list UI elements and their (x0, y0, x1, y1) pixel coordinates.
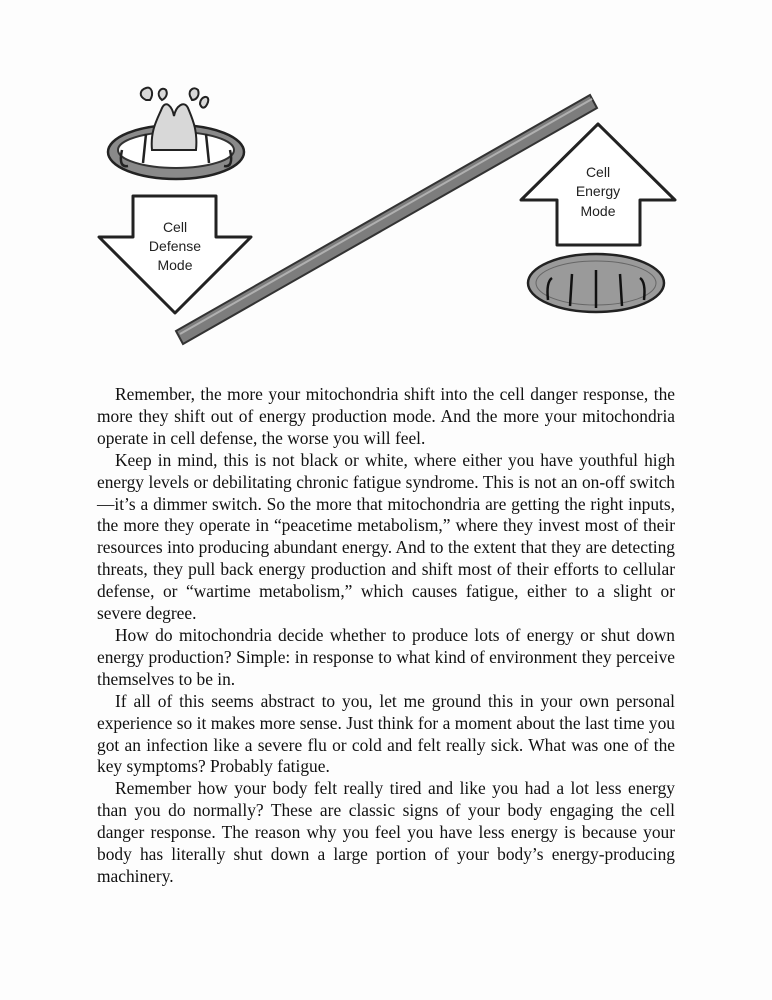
defense-mitochondrion-icon (108, 88, 244, 179)
defense-label-line-3: Mode (157, 257, 193, 273)
defense-label-line-1: Cell (162, 219, 188, 235)
mitochondria-seesaw-figure (0, 0, 772, 370)
seesaw-bar (176, 95, 597, 344)
energy-label-line-3: Mode (580, 203, 616, 219)
cell-defense-mode-arrow (99, 196, 251, 313)
paragraph-5: Remember how your body felt really tired and like you had a lot less energy than you do normally? These are classic signs of your body engaging the cell danger response. The reason why you feel you have less energy is because your body has literally shut down a large portion of your body’s energy-producing machinery. (97, 778, 675, 886)
paragraph-4: If all of this seems abstract to you, let me ground this in your own personal experience so it makes more sense. Just think for a moment about the last time you got an infection like a severe flu or cold and felt really sick. What was one of the key symptoms? Probably fatigue. (97, 690, 675, 777)
energy-label-line-1: Cell (585, 164, 611, 180)
paragraph-3: How do mitochondria decide whether to produce lots of energy or shut down energy production? Simple: in response to what kind of environment they perceive themselves to be in. (97, 624, 675, 689)
defense-label-line-2: Defense (148, 238, 202, 254)
paragraph-1: Remember, the more your mitochondria shift into the cell danger response, the more they shift out of energy production mode. And the more your mitochondria operate in cell defense, the worse you will feel. (97, 384, 675, 448)
energy-label-line-2: Energy (575, 183, 621, 199)
seesaw-diagram (0, 0, 772, 370)
paragraph-2: Keep in mind, this is not black or white, where either you have youthful high energy levels or debilitating chronic fatigue syndrome. This is not an on-off switch—it’s a dimmer switch. So the more that mitochondria are getting the right inputs, the more they operate in “peacetime metabolism,” where they invest most of their resources into producing abundant energy. And to the extent that they are detecting threats, they pull back energy production and shift most of their efforts to cellular defense, or “wartime metabolism,” which causes fatigue, either to a slight or severe degree. (97, 449, 675, 624)
energy-mitochondrion-icon (528, 254, 664, 312)
cell-energy-mode-arrow (521, 124, 675, 245)
body-text (97, 384, 675, 888)
